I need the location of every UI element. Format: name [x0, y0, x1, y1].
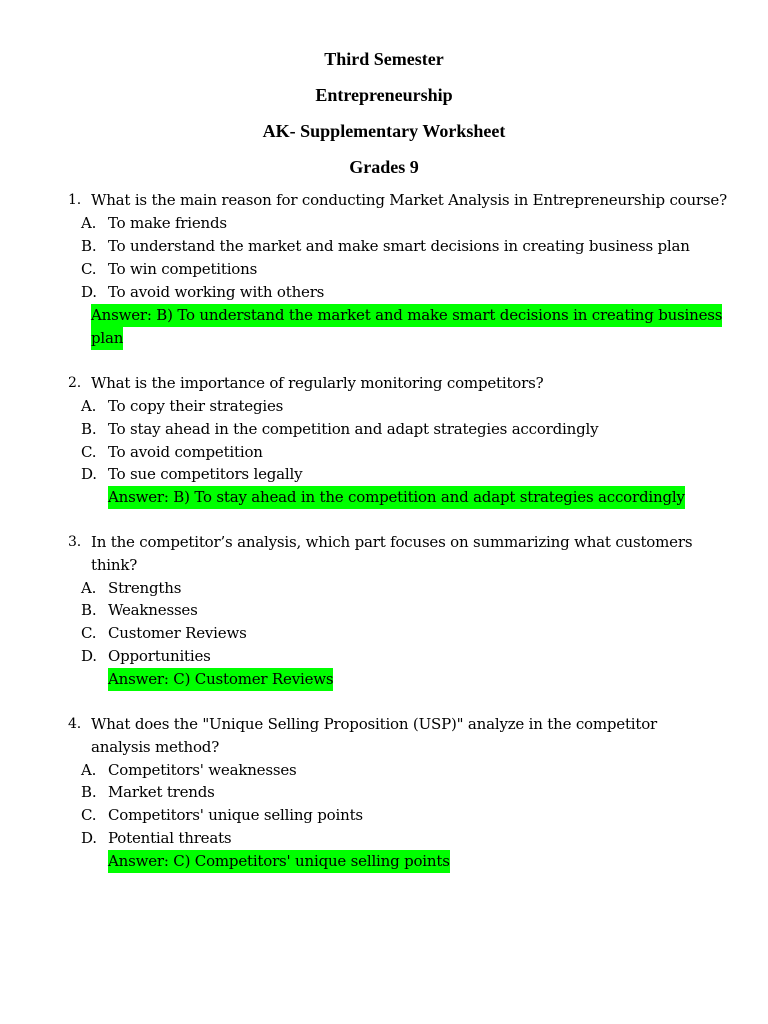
option-text: To make friends — [108, 214, 227, 232]
question-text-continued: analysis method? — [91, 738, 220, 756]
answer-key: Answer: B) To stay ahead in the competition and adapt strategies accordingly — [108, 486, 685, 509]
question-text: In the competitor’s analysis, which part focuses on summarizing what customers — [91, 533, 693, 551]
option-letter: D. — [81, 283, 97, 301]
option-text: To win competitions — [108, 260, 258, 278]
option-letter: B. — [81, 237, 97, 255]
option-letter: A. — [81, 397, 97, 415]
option-text: To avoid working with others — [108, 283, 325, 301]
question-text: What is the importance of regularly monitoring competitors? — [91, 374, 544, 392]
option-letter: C. — [81, 624, 97, 642]
option-letter: C. — [81, 806, 97, 824]
header-grade: Grades 9 — [349, 157, 419, 177]
option-text: Competitors' weaknesses — [108, 761, 297, 779]
question-number: 4. — [68, 716, 81, 732]
option-letter: D. — [81, 829, 97, 847]
question-text: What does the "Unique Selling Proposition (USP)" analyze in the competitor — [91, 715, 658, 733]
option-text: To copy their strategies — [108, 397, 284, 415]
answer-key-continued: plan — [91, 327, 123, 350]
option-text: Competitors' unique selling points — [108, 806, 363, 824]
option-text: Opportunities — [108, 647, 211, 665]
option-text: Market trends — [108, 783, 215, 801]
option-letter: B. — [81, 601, 97, 619]
header-subject: Entrepreneurship — [315, 85, 453, 105]
question-text-continued: think? — [91, 556, 138, 574]
question-number: 1. — [68, 192, 81, 208]
option-letter: D. — [81, 465, 97, 483]
answer-key: Answer: B) To understand the market and make smart decisions in creating business — [91, 304, 722, 327]
option-text: To understand the market and make smart decisions in creating business plan — [108, 237, 690, 255]
option-letter: A. — [81, 761, 97, 779]
option-letter: D. — [81, 647, 97, 665]
option-letter: A. — [81, 579, 97, 597]
answer-key: Answer: C) Customer Reviews — [108, 668, 333, 691]
option-text: Potential threats — [108, 829, 232, 847]
option-text: To avoid competition — [108, 443, 263, 461]
option-text: Customer Reviews — [108, 624, 247, 642]
option-text: To sue competitors legally — [108, 465, 303, 483]
option-text: Weaknesses — [108, 601, 198, 619]
header-semester: Third Semester — [324, 49, 444, 69]
header-worksheet-title: AK- Supplementary Worksheet — [262, 121, 506, 141]
question-text: What is the main reason for conducting Market Analysis in Entrepreneurship course? — [91, 191, 727, 209]
option-text: To stay ahead in the competition and adapt strategies accordingly — [108, 420, 599, 438]
question-number: 3. — [68, 534, 81, 550]
option-letter: B. — [81, 420, 97, 438]
option-letter: A. — [81, 214, 97, 232]
option-letter: C. — [81, 443, 97, 461]
option-letter: B. — [81, 783, 97, 801]
option-text: Strengths — [108, 579, 182, 597]
option-letter: C. — [81, 260, 97, 278]
question-number: 2. — [68, 375, 81, 391]
answer-key: Answer: C) Competitors' unique selling points — [108, 850, 450, 873]
